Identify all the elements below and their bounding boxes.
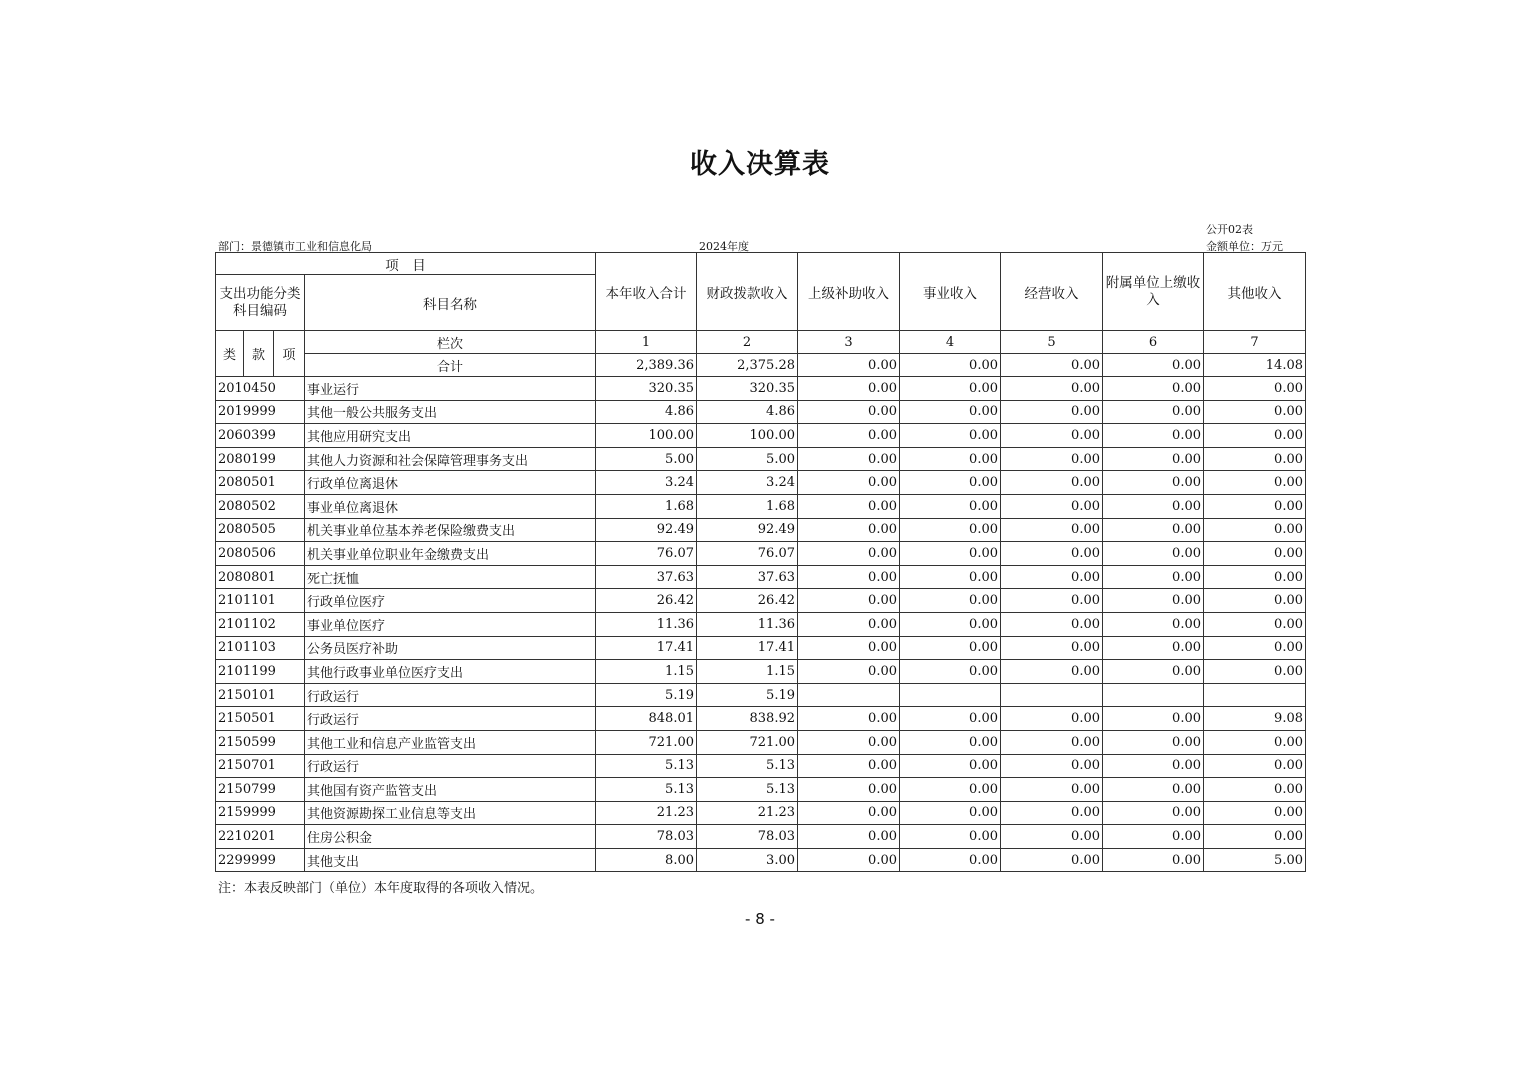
subject-name: 机关事业单位基本养老保险缴费支出 (305, 518, 596, 542)
amount-cell: 4.86 (596, 400, 697, 424)
subject-code: 2299999 (216, 848, 305, 872)
amount-cell: 3.24 (697, 471, 798, 495)
amount-cell: 0.00 (900, 565, 1001, 589)
table-row (216, 801, 1306, 825)
amount-cell: 0.00 (900, 707, 1001, 731)
total-value: 14.08 (1204, 354, 1306, 377)
amount-cell (1204, 683, 1306, 707)
amount-cell: 4.86 (697, 400, 798, 424)
amount-cell: 0.00 (1001, 518, 1103, 542)
amount-cell: 0.00 (798, 730, 900, 754)
amount-cell: 320.35 (697, 377, 798, 401)
amount-cell: 11.36 (596, 612, 697, 636)
amount-cell: 0.00 (798, 471, 900, 495)
amount-cell: 848.01 (596, 707, 697, 731)
xiang-header: 项 (274, 331, 305, 377)
subject-code: 2080801 (216, 565, 305, 589)
amount-cell: 0.00 (1001, 377, 1103, 401)
amount-cell: 0.00 (900, 612, 1001, 636)
table-row (216, 848, 1306, 872)
amount-cell: 0.00 (1103, 848, 1204, 872)
table-row (216, 660, 1306, 684)
amount-cell: 0.00 (1204, 447, 1306, 471)
amount-cell: 0.00 (1103, 754, 1204, 778)
amount-cell: 5.13 (697, 754, 798, 778)
amount-cell: 100.00 (697, 424, 798, 448)
subject-name: 其他资源勘探工业信息等支出 (305, 801, 596, 825)
amount-cell: 0.00 (1204, 518, 1306, 542)
year-label: 2024年度 (699, 240, 749, 253)
amount-cell: 0.00 (1001, 400, 1103, 424)
amount-cell: 0.00 (1001, 542, 1103, 566)
amount-cell: 5.13 (596, 778, 697, 802)
subject-name: 死亡抚恤 (305, 565, 596, 589)
code-header: 支出功能分类科目编码 (216, 275, 305, 331)
amount-cell: 0.00 (798, 801, 900, 825)
table-row (216, 542, 1306, 566)
amount-cell: 5.00 (1204, 848, 1306, 872)
subject-code: 2080199 (216, 447, 305, 471)
amount-cell: 0.00 (900, 848, 1001, 872)
amount-cell: 37.63 (697, 565, 798, 589)
amount-cell: 0.00 (900, 754, 1001, 778)
subject-name: 事业运行 (305, 377, 596, 401)
amount-cell: 0.00 (1001, 778, 1103, 802)
amount-cell: 0.00 (900, 730, 1001, 754)
amount-cell: 0.00 (1001, 447, 1103, 471)
amount-cell: 76.07 (697, 542, 798, 566)
col-header-6: 附属单位上缴收入 (1103, 253, 1204, 331)
amount-cell: 100.00 (596, 424, 697, 448)
amount-cell: 0.00 (900, 424, 1001, 448)
total-value: 0.00 (798, 354, 900, 377)
amount-cell: 17.41 (596, 636, 697, 660)
amount-cell: 0.00 (1204, 424, 1306, 448)
amount-cell: 0.00 (798, 447, 900, 471)
amount-cell: 0.00 (798, 848, 900, 872)
amount-cell: 3.24 (596, 471, 697, 495)
col-number-7: 7 (1204, 331, 1306, 354)
table-row (216, 424, 1306, 448)
amount-cell: 838.92 (697, 707, 798, 731)
amount-cell: 0.00 (798, 754, 900, 778)
amount-cell: 0.00 (900, 636, 1001, 660)
amount-cell: 0.00 (1001, 730, 1103, 754)
table-row (216, 730, 1306, 754)
amount-cell: 0.00 (1103, 660, 1204, 684)
amount-cell: 0.00 (798, 636, 900, 660)
col-number-4: 4 (900, 331, 1001, 354)
subject-name: 行政运行 (305, 707, 596, 731)
table-row (216, 377, 1306, 401)
amount-cell: 0.00 (1103, 707, 1204, 731)
subject-code: 2010450 (216, 377, 305, 401)
amount-cell: 5.19 (596, 683, 697, 707)
subject-code: 2101101 (216, 589, 305, 613)
subject-code: 2080501 (216, 471, 305, 495)
amount-cell: 0.00 (1204, 542, 1306, 566)
subject-code: 2080502 (216, 494, 305, 518)
col-number-6: 6 (1103, 331, 1204, 354)
amount-cell: 0.00 (798, 612, 900, 636)
amount-cell: 0.00 (798, 424, 900, 448)
subject-code: 2210201 (216, 825, 305, 849)
amount-cell: 0.00 (1103, 801, 1204, 825)
amount-cell: 0.00 (1103, 424, 1204, 448)
table-row (216, 447, 1306, 471)
lei-header: 类 (216, 331, 244, 377)
amount-cell: 37.63 (596, 565, 697, 589)
amount-cell: 0.00 (900, 400, 1001, 424)
total-value: 0.00 (1001, 354, 1103, 377)
subject-name: 行政运行 (305, 754, 596, 778)
total-value: 0.00 (1103, 354, 1204, 377)
amount-cell: 0.00 (1204, 589, 1306, 613)
amount-cell: 17.41 (697, 636, 798, 660)
table-row (216, 471, 1306, 495)
table-row (216, 589, 1306, 613)
amount-cell: 0.00 (1103, 447, 1204, 471)
subject-name: 其他支出 (305, 848, 596, 872)
amount-cell: 0.00 (1103, 377, 1204, 401)
amount-cell: 3.00 (697, 848, 798, 872)
amount-cell: 0.00 (1103, 400, 1204, 424)
subject-code: 2150101 (216, 683, 305, 707)
project-header: 项 目 (216, 253, 596, 275)
subject-name: 其他工业和信息产业监管支出 (305, 730, 596, 754)
amount-cell: 0.00 (1103, 778, 1204, 802)
col-header-2: 财政拨款收入 (697, 253, 798, 331)
table-row (216, 612, 1306, 636)
income-table (215, 252, 1306, 872)
table-row (216, 707, 1306, 731)
col-header-1: 本年收入合计 (596, 253, 697, 331)
total-label: 合计 (305, 354, 596, 377)
col-number-1: 1 (596, 331, 697, 354)
amount-cell: 5.19 (697, 683, 798, 707)
amount-cell: 26.42 (697, 589, 798, 613)
col-number-2: 2 (697, 331, 798, 354)
amount-cell: 0.00 (1103, 825, 1204, 849)
amount-cell: 0.00 (1103, 471, 1204, 495)
amount-cell: 0.00 (900, 825, 1001, 849)
amount-cell: 0.00 (1103, 542, 1204, 566)
subject-name: 其他应用研究支出 (305, 424, 596, 448)
table-row (216, 400, 1306, 424)
amount-cell: 5.00 (596, 447, 697, 471)
column-number-label: 栏次 (305, 331, 596, 354)
amount-cell: 0.00 (1001, 825, 1103, 849)
amount-cell: 0.00 (900, 447, 1001, 471)
total-row (216, 354, 1306, 377)
form-number: 公开02表 (1206, 223, 1253, 236)
table-row (216, 754, 1306, 778)
amount-cell: 721.00 (697, 730, 798, 754)
subject-code: 2150701 (216, 754, 305, 778)
amount-cell: 21.23 (596, 801, 697, 825)
amount-cell: 1.68 (596, 494, 697, 518)
amount-cell: 8.00 (596, 848, 697, 872)
table-row (216, 518, 1306, 542)
amount-cell: 0.00 (1103, 612, 1204, 636)
amount-cell: 78.03 (697, 825, 798, 849)
amount-cell: 0.00 (798, 494, 900, 518)
amount-cell: 1.15 (697, 660, 798, 684)
amount-cell: 5.13 (697, 778, 798, 802)
amount-cell: 11.36 (697, 612, 798, 636)
subject-name: 其他国有资产监管支出 (305, 778, 596, 802)
amount-cell: 0.00 (1001, 494, 1103, 518)
subject-name: 事业单位离退休 (305, 494, 596, 518)
amount-cell: 0.00 (798, 377, 900, 401)
amount-cell: 0.00 (1204, 660, 1306, 684)
amount-cell: 0.00 (900, 494, 1001, 518)
amount-cell: 0.00 (900, 801, 1001, 825)
subject-name: 机关事业单位职业年金缴费支出 (305, 542, 596, 566)
subject-name: 其他一般公共服务支出 (305, 400, 596, 424)
amount-cell: 0.00 (1204, 494, 1306, 518)
amount-cell: 0.00 (1001, 707, 1103, 731)
col-number-5: 5 (1001, 331, 1103, 354)
subject-code: 2080506 (216, 542, 305, 566)
amount-cell (798, 683, 900, 707)
amount-cell: 0.00 (900, 660, 1001, 684)
amount-cell: 0.00 (1204, 730, 1306, 754)
amount-cell: 1.68 (697, 494, 798, 518)
col-header-3: 上级补助收入 (798, 253, 900, 331)
amount-cell: 1.15 (596, 660, 697, 684)
total-value: 2,375.28 (697, 354, 798, 377)
amount-cell: 0.00 (1204, 565, 1306, 589)
table-row (216, 683, 1306, 707)
amount-cell: 0.00 (798, 589, 900, 613)
amount-cell: 0.00 (1103, 636, 1204, 660)
amount-cell: 0.00 (900, 471, 1001, 495)
unit-label: 金额单位：万元 (1206, 240, 1283, 253)
amount-cell: 0.00 (798, 400, 900, 424)
amount-cell: 0.00 (900, 518, 1001, 542)
amount-cell: 0.00 (1204, 778, 1306, 802)
subject-name: 其他人力资源和社会保障管理事务支出 (305, 447, 596, 471)
subject-name: 公务员医疗补助 (305, 636, 596, 660)
amount-cell: 0.00 (798, 565, 900, 589)
amount-cell: 26.42 (596, 589, 697, 613)
table-row (216, 825, 1306, 849)
kuan-header: 款 (244, 331, 274, 377)
amount-cell: 0.00 (1001, 565, 1103, 589)
subject-code: 2101102 (216, 612, 305, 636)
amount-cell: 0.00 (1204, 825, 1306, 849)
subject-code: 2101199 (216, 660, 305, 684)
amount-cell: 0.00 (1204, 754, 1306, 778)
amount-cell: 0.00 (1204, 377, 1306, 401)
amount-cell: 0.00 (1001, 660, 1103, 684)
amount-cell: 0.00 (1001, 471, 1103, 495)
department-label: 部门：景德镇市工业和信息化局 (218, 240, 372, 253)
amount-cell: 0.00 (900, 589, 1001, 613)
subject-code: 2080505 (216, 518, 305, 542)
amount-cell: 0.00 (900, 778, 1001, 802)
amount-cell: 0.00 (798, 825, 900, 849)
amount-cell: 0.00 (1103, 565, 1204, 589)
amount-cell: 0.00 (1001, 801, 1103, 825)
subject-name: 行政单位医疗 (305, 589, 596, 613)
amount-cell: 320.35 (596, 377, 697, 401)
amount-cell: 0.00 (1001, 424, 1103, 448)
amount-cell (1103, 683, 1204, 707)
name-header: 科目名称 (305, 275, 596, 331)
amount-cell: 0.00 (1204, 471, 1306, 495)
amount-cell: 0.00 (1103, 494, 1204, 518)
page-number: - 8 - (745, 910, 775, 928)
table-row (216, 636, 1306, 660)
subject-code: 2159999 (216, 801, 305, 825)
amount-cell: 0.00 (798, 660, 900, 684)
subject-name: 事业单位医疗 (305, 612, 596, 636)
amount-cell: 0.00 (1103, 518, 1204, 542)
page-title: 收入决算表 (690, 149, 830, 180)
amount-cell: 92.49 (697, 518, 798, 542)
amount-cell: 0.00 (1204, 400, 1306, 424)
total-value: 2,389.36 (596, 354, 697, 377)
amount-cell: 21.23 (697, 801, 798, 825)
amount-cell: 0.00 (900, 542, 1001, 566)
amount-cell: 0.00 (1001, 754, 1103, 778)
amount-cell: 0.00 (1001, 636, 1103, 660)
table-row (216, 494, 1306, 518)
amount-cell: 0.00 (798, 778, 900, 802)
amount-cell: 0.00 (1103, 589, 1204, 613)
subject-code: 2150799 (216, 778, 305, 802)
amount-cell: 0.00 (1001, 589, 1103, 613)
amount-cell: 721.00 (596, 730, 697, 754)
subject-name: 行政运行 (305, 683, 596, 707)
col-header-5: 经营收入 (1001, 253, 1103, 331)
col-number-3: 3 (798, 331, 900, 354)
amount-cell (1001, 683, 1103, 707)
subject-code: 2150501 (216, 707, 305, 731)
footnote: 注：本表反映部门（单位）本年度取得的各项收入情况。 (218, 881, 544, 896)
subject-code: 2101103 (216, 636, 305, 660)
subject-name: 其他行政事业单位医疗支出 (305, 660, 596, 684)
amount-cell: 0.00 (1103, 730, 1204, 754)
amount-cell: 92.49 (596, 518, 697, 542)
amount-cell: 0.00 (1001, 848, 1103, 872)
amount-cell: 9.08 (1204, 707, 1306, 731)
table-row (216, 565, 1306, 589)
amount-cell: 78.03 (596, 825, 697, 849)
amount-cell: 0.00 (1204, 612, 1306, 636)
subject-name: 住房公积金 (305, 825, 596, 849)
amount-cell: 76.07 (596, 542, 697, 566)
amount-cell: 5.13 (596, 754, 697, 778)
subject-code: 2019999 (216, 400, 305, 424)
amount-cell: 0.00 (900, 377, 1001, 401)
subject-name: 行政单位离退休 (305, 471, 596, 495)
amount-cell: 0.00 (798, 707, 900, 731)
amount-cell: 0.00 (1204, 636, 1306, 660)
amount-cell: 0.00 (798, 518, 900, 542)
amount-cell: 0.00 (1001, 612, 1103, 636)
amount-cell: 0.00 (798, 542, 900, 566)
col-header-4: 事业收入 (900, 253, 1001, 331)
col-header-7: 其他收入 (1204, 253, 1306, 331)
amount-cell: 0.00 (1204, 801, 1306, 825)
table-row (216, 778, 1306, 802)
amount-cell: 5.00 (697, 447, 798, 471)
subject-code: 2060399 (216, 424, 305, 448)
total-value: 0.00 (900, 354, 1001, 377)
subject-code: 2150599 (216, 730, 305, 754)
amount-cell (900, 683, 1001, 707)
